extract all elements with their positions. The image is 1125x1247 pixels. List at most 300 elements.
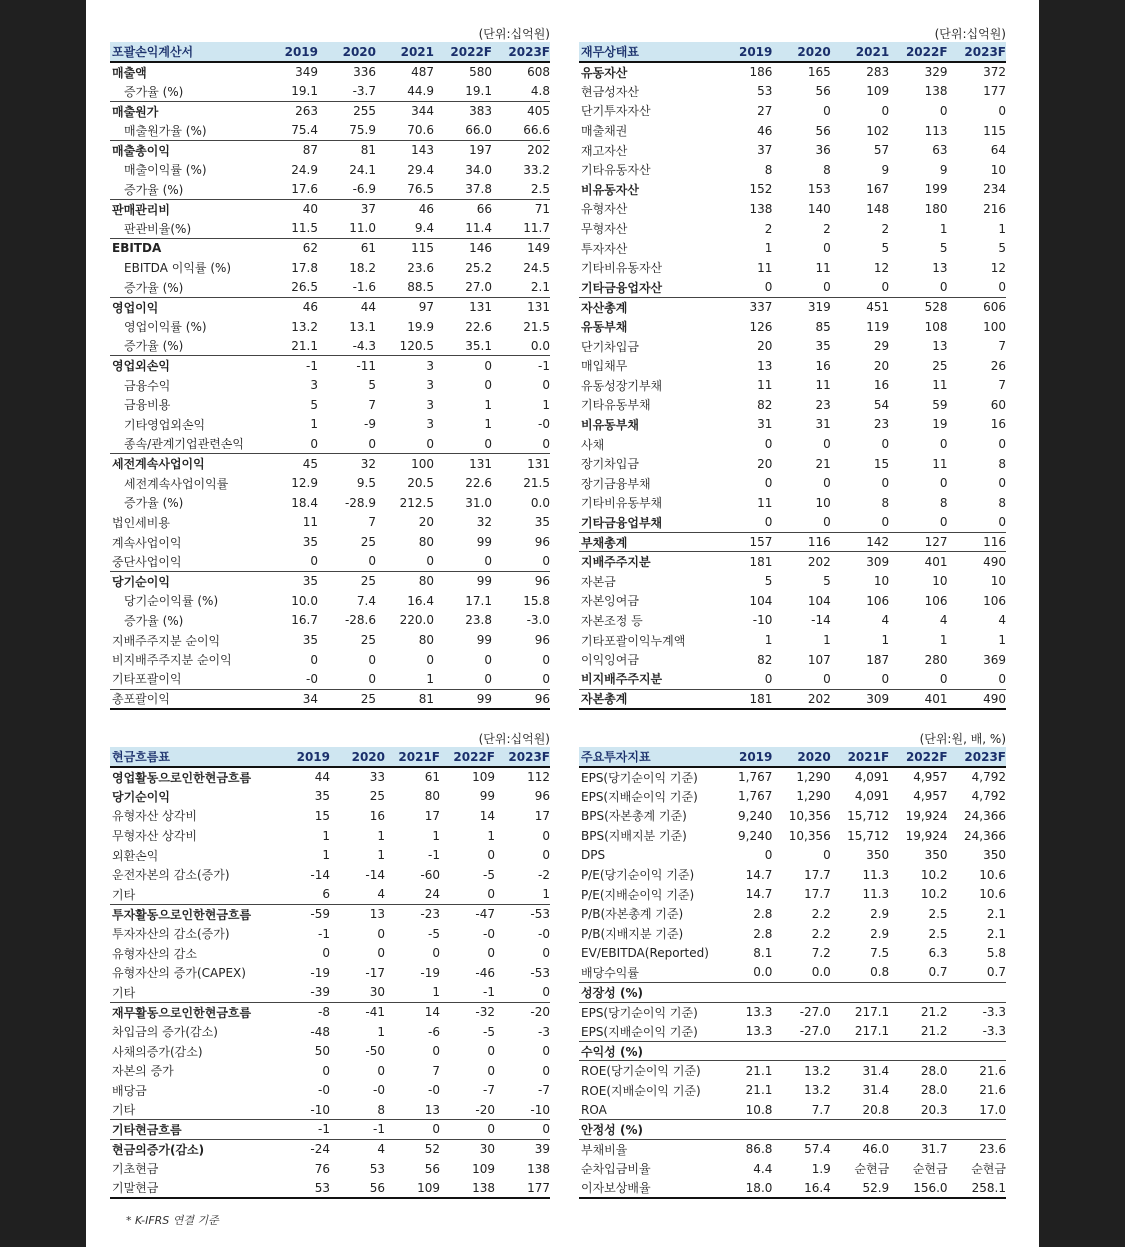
cell-value: 23: [815, 397, 831, 412]
cell-value: 20: [757, 456, 773, 471]
cell-value: -6.9: [352, 182, 376, 197]
column-header: 2019: [714, 42, 772, 62]
cell-value: 11.5: [291, 221, 318, 236]
cell-value: 148: [866, 201, 890, 216]
cell-value: 0: [823, 280, 831, 295]
cell-value: 33: [369, 770, 385, 785]
cell-value: 1: [542, 397, 550, 412]
cell-value: 0: [881, 280, 890, 295]
cell-value: 1: [377, 848, 385, 863]
cell-value: 17.0: [979, 1102, 1006, 1117]
cell-value: 1: [764, 633, 773, 648]
cell-value: 0: [881, 476, 890, 491]
cell-value: 23.6: [407, 260, 434, 275]
table-row: [579, 278, 1006, 298]
cell-value: 99: [479, 789, 495, 804]
cell-value: [714, 1041, 772, 1061]
cell-value: 11: [815, 260, 831, 275]
cell-value: 66: [434, 199, 492, 219]
cell-value: 0: [764, 671, 773, 686]
table-row: [110, 963, 550, 983]
cell-value: 138: [924, 84, 948, 99]
table-row: [110, 297, 550, 317]
cell-value: -1: [492, 356, 550, 376]
cell-value: 76.5: [407, 182, 434, 197]
cell-value: 20.8: [862, 1102, 890, 1117]
cell-value: 11.3: [862, 887, 890, 902]
cell-value: [772, 983, 830, 1003]
cell-value: 0: [998, 103, 1006, 118]
cell-value: -48: [310, 1024, 330, 1039]
cell-value: 20: [418, 515, 434, 530]
cell-value: 40: [260, 199, 318, 219]
row-label: 영업이익: [110, 297, 260, 317]
row-label: 매입채무: [581, 359, 628, 374]
cell-value: 25: [369, 789, 385, 804]
cell-value: 10: [932, 574, 948, 589]
cell-value: 0: [487, 1063, 495, 1078]
table-row: [579, 630, 1006, 650]
table-row: [110, 336, 550, 356]
cell-value: 0: [426, 436, 434, 451]
header-row: [579, 747, 1006, 767]
cell-value: 1,767: [738, 770, 773, 785]
cell-value: [772, 1120, 830, 1140]
cell-value: 0: [823, 241, 831, 256]
cell-value: 9,240: [738, 828, 773, 843]
table-row: [579, 376, 1006, 396]
row-label: 무형자산: [581, 222, 628, 237]
cell-value: -28.6: [344, 613, 376, 628]
cell-value: 44.9: [407, 84, 434, 99]
cell-value: 11: [302, 515, 318, 530]
cell-value: 1.9: [811, 1161, 831, 1176]
cell-value: 0: [998, 671, 1006, 686]
key-indicators-block: [579, 731, 1006, 1199]
cell-value: -1: [330, 1120, 385, 1140]
cell-value: 21.1: [745, 1083, 773, 1098]
cell-value: 37.8: [465, 182, 492, 197]
cell-value: -10: [752, 613, 773, 628]
table-row: [110, 199, 550, 219]
cell-value: 26.5: [291, 280, 318, 295]
cell-value: 25: [318, 571, 376, 591]
cell-value: 23.6: [948, 1139, 1006, 1159]
cell-value: 0: [385, 1120, 440, 1140]
cell-value: 13.2: [772, 1061, 830, 1081]
table-row: [579, 904, 1006, 924]
cell-value: 3: [426, 417, 434, 432]
row-label: 법인세비용: [112, 515, 170, 530]
column-header: 2020: [772, 747, 830, 767]
row-label: 자본조정 등: [581, 613, 643, 628]
cell-value: 9.4: [414, 221, 434, 236]
cell-value: 1: [377, 1024, 385, 1039]
table-row: [110, 806, 550, 826]
table-row: [579, 611, 1006, 631]
cell-value: 0: [998, 280, 1006, 295]
cell-value: 3: [376, 356, 434, 376]
cell-value: 14.7: [745, 867, 773, 882]
table-row: [110, 552, 550, 572]
cell-value: 10.0: [291, 593, 318, 608]
cell-value: 59: [932, 397, 948, 412]
table-row: [110, 1022, 550, 1042]
cell-value: 4: [998, 613, 1006, 628]
cell-value: 17.7: [804, 887, 831, 902]
cell-value: 16: [369, 808, 385, 823]
cell-value: 21.1: [714, 1061, 772, 1081]
table-title: 재무상태표: [579, 42, 714, 62]
cell-value: 35: [314, 789, 330, 804]
cell-value: 26: [990, 358, 1006, 373]
cell-value: 15.8: [523, 593, 550, 608]
cell-value: -41: [330, 1002, 385, 1022]
cell-value: 80: [418, 535, 434, 550]
cell-value: 2: [764, 221, 773, 236]
column-header: 2023F: [948, 42, 1006, 62]
cell-value: 24: [424, 887, 440, 902]
cell-value: 107: [807, 652, 831, 667]
cell-value: 126: [749, 319, 773, 334]
cash-flow-unit: (단위:십억원): [478, 732, 550, 746]
table-row: [579, 1120, 1006, 1140]
table-row: [579, 845, 1006, 865]
cell-value: 197: [434, 140, 492, 160]
row-label: 운전자본의 감소(증가): [112, 868, 230, 883]
table-row: [579, 650, 1006, 670]
row-label: 금융비용: [124, 398, 171, 413]
row-label: 당기순이익: [110, 571, 260, 591]
cell-value: 31: [757, 417, 773, 432]
table-row: [579, 767, 1006, 787]
table-row: [579, 865, 1006, 885]
column-header: 2022F: [889, 42, 947, 62]
cell-value: 7.7: [811, 1102, 831, 1117]
cell-value: 16: [873, 378, 890, 393]
cell-value: 0: [939, 476, 948, 491]
cell-value: 75.4: [291, 123, 318, 138]
column-header: 2022F: [440, 747, 495, 767]
cell-value: 13: [424, 1102, 440, 1117]
cell-value: -3.0: [526, 613, 550, 628]
table-row: [110, 630, 550, 650]
cell-value: 120.5: [399, 338, 434, 353]
row-label: EBITDA: [110, 238, 260, 258]
column-header: 2023F: [492, 42, 550, 62]
cell-value: 16.7: [291, 613, 318, 628]
cell-value: 1: [998, 633, 1006, 648]
cell-value: -7: [483, 1083, 495, 1098]
row-label: 기타: [112, 985, 136, 1000]
row-label: 유형자산: [581, 202, 628, 217]
cell-value: 23: [873, 417, 890, 432]
table-row: [110, 865, 550, 885]
cell-value: 순현금: [912, 1162, 948, 1177]
cell-value: 216: [983, 201, 1006, 216]
cell-value: -27.0: [772, 1002, 830, 1022]
cell-value: -60: [420, 867, 440, 882]
cell-value: 13: [932, 260, 948, 275]
cell-value: 13.3: [714, 1002, 772, 1022]
cell-value: 0: [377, 1063, 385, 1078]
cell-value: 10,356: [788, 828, 831, 843]
row-label: 외환손익: [112, 848, 159, 863]
cell-value: 0: [484, 652, 492, 667]
column-header: 2023F: [948, 747, 1006, 767]
cell-value: 115: [376, 238, 434, 258]
cell-value: 8: [939, 495, 948, 510]
table-row: [579, 121, 1006, 141]
row-label: 매출이익률 (%): [124, 163, 207, 178]
cell-value: 2: [881, 221, 890, 236]
cell-value: 19: [932, 417, 948, 432]
cell-value: 6: [322, 887, 330, 902]
row-label: 안정성 (%): [579, 1120, 714, 1140]
cell-value: 181: [714, 689, 772, 709]
cell-value: 87: [260, 140, 318, 160]
cell-value: 32: [476, 515, 492, 530]
cell-value: 177: [495, 1178, 550, 1198]
cell-value: 24.5: [523, 260, 550, 275]
row-label: 장기차입금: [581, 457, 639, 472]
cell-value: 220.0: [399, 613, 434, 628]
cell-value: -5: [483, 867, 495, 882]
cell-value: 2.9: [870, 906, 890, 921]
column-header: 2019: [260, 42, 318, 62]
cell-value: 17: [534, 808, 550, 823]
cell-value: -3.3: [982, 1024, 1006, 1039]
cell-value: 54: [873, 397, 890, 412]
cell-value: 29.4: [407, 162, 434, 177]
cell-value: 102: [866, 123, 890, 138]
cell-value: -50: [365, 1044, 385, 1059]
row-label: 배당수익률: [581, 965, 639, 980]
table-row: [110, 278, 550, 298]
cell-value: 0: [377, 926, 385, 941]
cell-value: -46: [475, 965, 495, 980]
header-row: [110, 747, 550, 767]
row-label: 증가율 (%): [124, 84, 184, 99]
table-row: [110, 180, 550, 200]
cell-value: -14: [310, 867, 330, 882]
table-row: [579, 571, 1006, 591]
cell-value: 17.8: [291, 260, 318, 275]
row-label: 기말현금: [110, 1178, 275, 1198]
cell-value: 3: [426, 378, 434, 393]
cell-value: 0: [542, 652, 550, 667]
cell-value: 17.6: [291, 182, 318, 197]
cell-value: 258.1: [948, 1178, 1006, 1198]
cell-value: 180: [924, 201, 948, 216]
cell-value: -0: [428, 1083, 440, 1098]
cell-value: 4.4: [753, 1161, 773, 1176]
table-row: [579, 983, 1006, 1003]
cell-value: 104: [749, 593, 773, 608]
cell-value: 1: [432, 828, 440, 843]
cell-value: 106: [866, 593, 890, 608]
cell-value: 8: [881, 495, 890, 510]
cell-value: 1: [542, 887, 550, 902]
cell-value: 212.5: [399, 495, 434, 510]
cell-value: 11: [932, 456, 948, 471]
row-label: 기타유동부채: [581, 398, 651, 413]
cell-value: 157: [714, 532, 772, 552]
cell-value: 15,712: [847, 828, 890, 843]
cell-value: 31.4: [862, 1083, 890, 1098]
row-label: DPS: [581, 848, 606, 863]
column-header: 2021F: [831, 747, 889, 767]
row-label: 투자자산: [581, 241, 628, 256]
cell-value: 1: [939, 221, 948, 236]
cell-value: 52: [385, 1139, 440, 1159]
row-label: 유동자산: [581, 65, 628, 80]
table-row: [110, 1139, 550, 1159]
cell-value: 0.7: [986, 965, 1006, 980]
row-label: 기타포괄이익: [112, 672, 182, 687]
column-header: 2019: [275, 747, 330, 767]
row-label: 기타금융업부채: [581, 515, 663, 530]
row-label: 영업이익률 (%): [124, 320, 207, 335]
cell-value: 0.0: [753, 965, 773, 980]
row-label: 매출원가율 (%): [124, 123, 207, 138]
cell-value: 21.6: [948, 1061, 1006, 1081]
row-label: ROA: [581, 1102, 607, 1117]
cell-value: 37: [757, 143, 773, 158]
row-label: 자산총계: [579, 297, 714, 317]
cell-value: 138: [527, 1161, 550, 1176]
row-label: EPS(지배순이익 기준): [581, 789, 698, 804]
cell-value: 369: [983, 652, 1006, 667]
cell-value: 22.6: [465, 319, 492, 334]
table-row: [110, 219, 550, 239]
table-row: [110, 82, 550, 102]
cell-value: 35: [302, 535, 318, 550]
cell-value: 8: [998, 456, 1006, 471]
table-row: [579, 826, 1006, 846]
table-row: [579, 943, 1006, 963]
cell-value: 329: [924, 65, 948, 80]
table-row: [110, 238, 550, 258]
cell-value: 88.5: [407, 280, 434, 295]
row-label: 유형자산 상각비: [112, 809, 197, 824]
table-row: [579, 1041, 1006, 1061]
cell-value: 80: [418, 633, 434, 648]
cell-value: 217.1: [831, 1002, 889, 1022]
cell-value: 0.0: [530, 495, 550, 510]
cell-value: 82: [757, 397, 773, 412]
row-label: 단기투자자산: [581, 104, 651, 119]
cell-value: 109: [866, 84, 890, 99]
cell-value: [831, 983, 889, 1003]
cell-value: 25: [318, 689, 376, 709]
cell-value: 1: [377, 828, 385, 843]
row-label: 기타포괄이익누계액: [581, 633, 686, 648]
cell-value: 199: [924, 182, 948, 197]
cell-value: 1: [432, 985, 440, 1000]
table-row: [110, 140, 550, 160]
cell-value: 순현금: [971, 1162, 1006, 1177]
table-row: [579, 140, 1006, 160]
cell-value: -1.6: [352, 280, 376, 295]
row-label: 장기금융부채: [581, 476, 651, 491]
cell-value: 0: [764, 848, 773, 863]
row-label: 사채의증가(감소): [112, 1044, 203, 1059]
cell-value: 11: [757, 495, 773, 510]
cell-value: 66.6: [523, 123, 550, 138]
cell-value: 22.6: [465, 476, 492, 491]
cell-value: 100: [376, 454, 434, 474]
cell-value: 28.0: [920, 1083, 948, 1098]
cell-value: -1: [483, 985, 495, 1000]
table-row: [579, 513, 1006, 533]
cell-value: 53: [275, 1178, 330, 1198]
cell-value: 0: [487, 1044, 495, 1059]
cell-value: 202: [772, 552, 830, 572]
row-label: 매출채권: [581, 124, 628, 139]
key-indicators-unit: (단위:원, 배, %): [919, 732, 1006, 746]
cell-value: 2.1: [530, 280, 550, 295]
table-row: [579, 454, 1006, 474]
cell-value: 0: [484, 671, 492, 686]
cell-value: -5: [483, 1024, 495, 1039]
cell-value: 96: [534, 633, 550, 648]
cell-value: 13.3: [745, 1024, 773, 1039]
cell-value: 127: [889, 532, 947, 552]
cell-value: -59: [275, 904, 330, 924]
cell-value: 19.1: [291, 84, 318, 99]
cell-value: 131: [434, 297, 492, 317]
table-row: [110, 650, 550, 670]
table-row: [110, 415, 550, 435]
cell-value: 96: [492, 689, 550, 709]
cell-value: 0: [823, 437, 831, 452]
cell-value: 24.1: [349, 162, 376, 177]
cell-value: -23: [385, 904, 440, 924]
cell-value: 119: [866, 319, 890, 334]
table-row: [110, 1002, 550, 1022]
table-row: [579, 1061, 1006, 1081]
table-row: [579, 1100, 1006, 1120]
cell-value: 35: [260, 571, 318, 591]
cell-value: 0: [542, 671, 550, 686]
row-label: P/E(당기순이익 기준): [581, 868, 695, 883]
table-row: [579, 591, 1006, 611]
balance-sheet-block: [579, 26, 1006, 710]
cell-value: 153: [807, 182, 831, 197]
cell-value: 15: [314, 808, 330, 823]
cell-value: 57.4: [772, 1139, 830, 1159]
row-label: 기타현금흐름: [110, 1120, 275, 1140]
cell-value: 21.6: [979, 1083, 1006, 1098]
cell-value: 4: [377, 887, 385, 902]
table-row: [110, 1159, 550, 1179]
column-header: 2020: [318, 42, 376, 62]
row-label: ROE(지배순이익 기준): [581, 1083, 701, 1098]
row-label: 기타유동자산: [581, 163, 651, 178]
row-label: 세전계속사업이익: [110, 454, 260, 474]
table-row: [579, 101, 1006, 121]
table-row: [110, 1061, 550, 1081]
cell-value: 405: [492, 101, 550, 121]
cell-value: 24,366: [964, 828, 1006, 843]
table-row: [110, 571, 550, 591]
row-label: 차입금의 증가(감소): [112, 1025, 218, 1040]
cell-value: -19: [420, 965, 440, 980]
cell-value: 27.0: [465, 280, 492, 295]
cell-value: 13.2: [804, 1083, 831, 1098]
table-title: 현금흐름표: [110, 747, 275, 767]
